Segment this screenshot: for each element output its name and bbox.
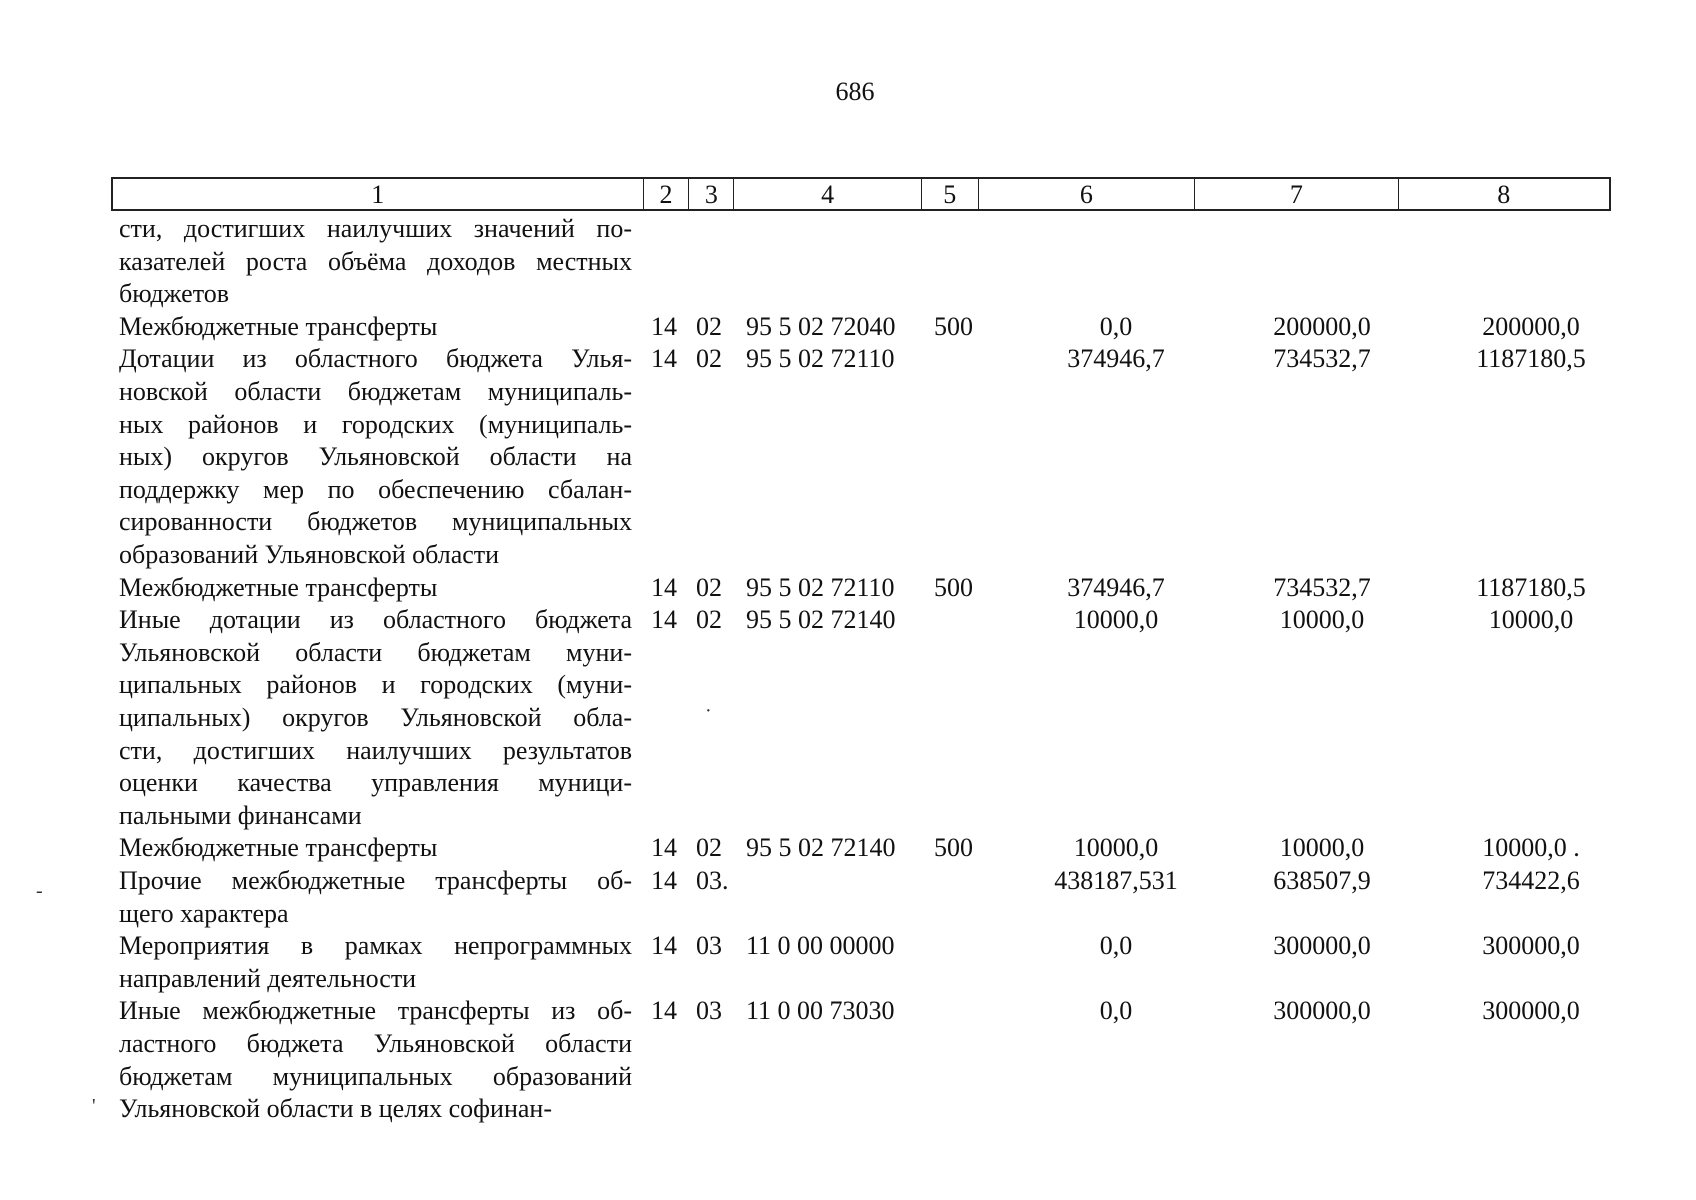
- row-values: [119, 995, 1580, 1028]
- expense-type-code: 500: [934, 572, 973, 602]
- section-code: 14: [651, 931, 677, 961]
- description-line: Межбюджетные трансферты: [119, 833, 438, 863]
- amount-col-8: 734422,6: [1482, 866, 1580, 895]
- description-line: новской области бюджетам муниципаль-: [119, 376, 632, 406]
- header-col-8: 8: [1497, 180, 1511, 209]
- section-code: 14: [651, 833, 677, 863]
- amount-col-8: 200000,0: [1482, 311, 1580, 341]
- section-code: 14: [651, 996, 677, 1026]
- subsection-code: 02: [696, 344, 722, 374]
- scan-dot-mark: ·: [705, 700, 712, 722]
- description-line: Иные дотации из областного бюджета: [119, 605, 632, 635]
- target-article-code: 95 5 02 72140: [746, 605, 896, 635]
- header-col-4: 4: [734, 179, 922, 209]
- row-values: [119, 213, 1104, 246]
- header-col-2: 2: [644, 179, 690, 209]
- section-code: 14: [651, 311, 677, 341]
- amount-col-6: 438187,531: [1054, 866, 1178, 895]
- header-col-1: 1: [113, 179, 644, 209]
- row-values: [119, 930, 1580, 963]
- amount-col-6: 0,0: [1099, 996, 1133, 1026]
- section-code: 14: [651, 572, 677, 602]
- amount-col-7: 10000,0: [1279, 833, 1365, 863]
- header-col-6: 6: [979, 179, 1195, 209]
- target-article-code: 95 5 02 72040: [746, 311, 896, 341]
- subsection-code: 03.: [696, 866, 729, 895]
- amount-col-6: 10000,0: [1073, 605, 1159, 635]
- expense-type-code: 500: [934, 311, 973, 341]
- description-line: ных) округов Ульяновской области на: [119, 442, 632, 472]
- header-col-3: 3: [689, 179, 734, 209]
- amount-col-7: 300000,0: [1273, 996, 1371, 1026]
- description-line: щего характера: [119, 898, 289, 928]
- description-line: сированности бюджетов муниципальных: [119, 507, 632, 537]
- description-line: бюджетам муниципальных образований: [119, 1061, 632, 1091]
- amount-col-7: 300000,0: [1273, 931, 1371, 961]
- row-values: [119, 311, 1580, 344]
- subsection-code: 02: [696, 311, 722, 341]
- description-line: бюджетов: [119, 279, 230, 309]
- amount-col-6: 0,0: [1099, 931, 1133, 961]
- amount-col-8: 1187180,5: [1476, 572, 1586, 602]
- subsection-code: 03: [696, 996, 722, 1026]
- description-line: сти, достигших наилучших значений по-: [119, 214, 632, 243]
- amount-col-7: 10000,0: [1279, 605, 1365, 635]
- section-code: 14: [651, 605, 677, 635]
- amount-col-7: 734532,7: [1273, 344, 1371, 374]
- amount-col-6: 0,0: [1099, 311, 1133, 341]
- description-line: Ульяновской области бюджетам муни-: [119, 637, 632, 667]
- amount-col-7: 734532,7: [1273, 572, 1371, 602]
- description-line: Дотации из областного бюджета Улья-: [119, 344, 632, 374]
- description-line: образований Ульяновской области: [119, 539, 500, 569]
- row-description: [119, 604, 632, 832]
- description-line: Прочие межбюджетные трансферты об-: [119, 866, 632, 895]
- amount-col-8: 10000,0 .: [1482, 833, 1580, 863]
- section-code: 14: [651, 866, 677, 895]
- description-line: ципальных районов и городских (муни-: [119, 670, 632, 700]
- amount-col-8: 1187180,5: [1476, 344, 1586, 374]
- amount-col-6: 10000,0: [1073, 833, 1159, 863]
- amount-col-6: 374946,7: [1067, 572, 1165, 602]
- subsection-code: 02: [696, 833, 722, 863]
- description-line: ципальных) округов Ульяновской обла-: [119, 702, 632, 732]
- amount-col-8: 10000,0: [1488, 605, 1574, 635]
- description-line: ластного бюджета Ульяновской области: [119, 1028, 632, 1058]
- amount-col-7: 638507,9: [1273, 866, 1371, 895]
- page-number: 686: [835, 77, 875, 106]
- description-line: Ульяновской области в целях софинан-: [119, 1094, 552, 1124]
- description-line: оценки качества управления муници-: [119, 768, 632, 798]
- description-line: ных районов и городских (муниципаль-: [119, 409, 632, 439]
- amount-col-8: 300000,0: [1482, 996, 1580, 1026]
- target-article-code: 11 0 00 73030: [746, 996, 895, 1026]
- target-article-code: 95 5 02 72110: [746, 344, 895, 374]
- scan-dash-mark: -: [36, 880, 43, 902]
- amount-col-7: 200000,0: [1273, 311, 1371, 341]
- description-line: сти, достигших наилучших результатов: [119, 735, 632, 765]
- description-line: Иные межбюджетные трансферты из об-: [119, 996, 632, 1026]
- table-header: [111, 177, 1611, 211]
- subsection-code: 02: [696, 572, 722, 602]
- target-article-code: 95 5 02 72140: [746, 833, 896, 863]
- expense-type-code: 500: [934, 833, 973, 863]
- scan-tick-mark: ': [92, 1095, 96, 1117]
- row-description: [119, 343, 632, 571]
- amount-col-8: 300000,0: [1482, 931, 1580, 961]
- description-line: пальными финансами: [119, 800, 362, 830]
- row-values: [119, 832, 1580, 865]
- header-col-5: 5: [922, 179, 979, 209]
- row-values: [119, 865, 1580, 898]
- description-line: направлений деятельности: [119, 963, 417, 993]
- description-line: Мероприятия в рамках непрограммных: [119, 931, 632, 961]
- subsection-code: 03: [696, 931, 722, 961]
- target-article-code: 95 5 02 72110: [746, 572, 895, 602]
- description-line: Межбюджетные трансферты: [119, 572, 438, 602]
- amount-col-6: 374946,7: [1067, 344, 1165, 374]
- row-values: [119, 604, 1574, 637]
- description-line: казателей роста объёма доходов местных: [119, 246, 632, 276]
- description-line: Межбюджетные трансферты: [119, 311, 438, 341]
- subsection-code: 02: [696, 605, 722, 635]
- row-values: [119, 343, 1586, 376]
- section-code: 14: [651, 344, 677, 374]
- header-col-7: 7: [1195, 179, 1398, 209]
- row-values: [119, 572, 1586, 605]
- target-article-code: 11 0 00 00000: [746, 931, 895, 961]
- description-line: поддержку мер по обеспечению сбалан-: [119, 474, 632, 504]
